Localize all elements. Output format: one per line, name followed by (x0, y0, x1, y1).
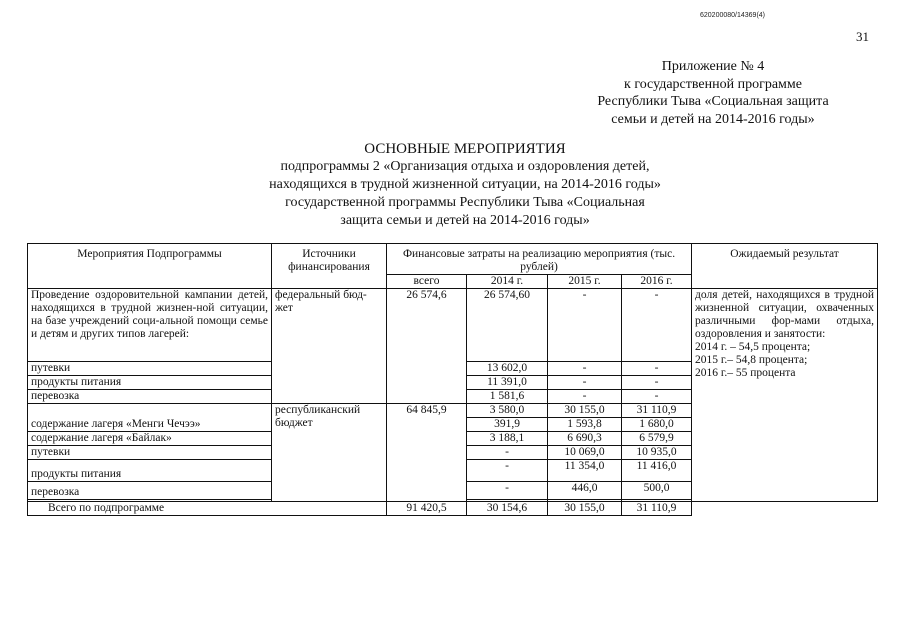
result-line: 2014 г. – 54,5 процента; (695, 341, 811, 353)
appendix-block (563, 58, 863, 128)
value-cell: - (622, 289, 692, 362)
value-cell: 11 354,0 (548, 460, 622, 482)
value-cell: 11 416,0 (622, 460, 692, 482)
header-result: Ожидаемый результат (692, 244, 878, 289)
value-cell: - (467, 460, 548, 482)
page-number: 31 (856, 29, 869, 44)
activity-cell: перевозка (28, 482, 272, 500)
result-line: 2015 г.– 54,8 процента; (695, 354, 808, 366)
value-cell: 10 935,0 (622, 446, 692, 460)
source-cell: республиканский бюджет (272, 404, 387, 502)
value-cell: 11 391,0 (467, 376, 548, 390)
heading-line: подпрограммы 2 «Организация отдыха и оздоровления детей, (280, 159, 650, 174)
value-cell: - (467, 482, 548, 500)
value-cell: 391,9 (467, 418, 548, 432)
appendix-line: семьи и детей на 2014-2016 годы» (611, 111, 815, 127)
totals-value: 30 154,6 (467, 502, 548, 516)
totals-row (28, 502, 878, 516)
header-sources: Источники финансирования (272, 244, 387, 289)
totals-label: Всего по подпрограмме (28, 502, 387, 516)
value-cell: - (548, 289, 622, 362)
value-cell: - (622, 390, 692, 404)
result-cell-empty (692, 404, 878, 502)
activity-cell: перевозка (28, 390, 272, 404)
header-total: всего (387, 275, 467, 289)
activity-cell: путевки (28, 362, 272, 376)
value-cell: - (622, 362, 692, 376)
value-cell: 6 690,3 (548, 432, 622, 446)
value-cell: 1 680,0 (622, 418, 692, 432)
value-cell: - (548, 376, 622, 390)
table-header-row (28, 244, 878, 275)
result-line: 2016 г.– 55 процента (695, 367, 796, 379)
value-cell: - (548, 362, 622, 376)
totals-value: 31 110,9 (622, 502, 692, 516)
value-cell: 500,0 (622, 482, 692, 500)
result-text: доля детей, находящихся в трудной жизненной ситуации, охваченных различными фор-мами отдыха, оздоровления и занятости: (695, 289, 875, 340)
result-cell (692, 289, 878, 404)
activity-cell: продукты питания (28, 376, 272, 390)
header-2014: 2014 г. (467, 275, 548, 289)
activity-cell: продукты питания (28, 460, 272, 482)
value-cell: 3 580,0 (467, 404, 548, 418)
activity-cell: содержание лагеря «Байлак» (28, 432, 272, 446)
header-2016: 2016 г. (622, 275, 692, 289)
heading-line: находящихся в трудной жизненной ситуации, на 2014-2016 годы» (269, 177, 661, 192)
total-cell: 64 845,9 (387, 404, 467, 502)
total-cell: 26 574,6 (387, 289, 467, 404)
document-code: 620200080/14369(4) (700, 12, 766, 19)
heading-line: государственной программы Республики Тыва «Социальная (285, 195, 645, 210)
totals-value: 91 420,5 (387, 502, 467, 516)
activity-cell (28, 404, 272, 418)
document-heading (200, 140, 730, 230)
totals-value: 30 155,0 (548, 502, 622, 516)
value-cell: - (548, 390, 622, 404)
header-activities: Мероприятия Подпрограммы (28, 244, 272, 289)
value-cell: 6 579,9 (622, 432, 692, 446)
activity-cell: Проведение оздоровительной кампании детей, находящихся в трудной жизнен-ной ситуации, на базе учреждений соци-альной помощи семье и детям и других типов лагерей: (28, 289, 272, 362)
source-cell: федеральный бюд-жет (272, 289, 387, 404)
table-row (28, 289, 878, 362)
activities-table (27, 243, 878, 516)
value-cell: 31 110,9 (622, 404, 692, 418)
appendix-line: Приложение № 4 (661, 59, 765, 74)
value-cell: 10 069,0 (548, 446, 622, 460)
value-cell: 1 581,6 (467, 390, 548, 404)
value-cell: - (622, 376, 692, 390)
appendix-line: Республики Тыва «Социальная защита (597, 94, 829, 109)
header-2015: 2015 г. (548, 275, 622, 289)
document-title: ОСНОВНЫЕ МЕРОПРИЯТИЯ (364, 141, 566, 157)
value-cell: - (467, 446, 548, 460)
value-cell: 13 602,0 (467, 362, 548, 376)
heading-line: защита семьи и детей на 2014-2016 годы» (340, 213, 590, 228)
header-costs: Финансовые затраты на реализацию мероприятия (тыс. рублей) (387, 244, 692, 275)
appendix-line: к государственной программе (624, 76, 802, 92)
totals-empty (692, 502, 878, 516)
activity-cell: содержание лагеря «Менги Чечээ» (28, 418, 272, 432)
value-cell: 3 188,1 (467, 432, 548, 446)
value-cell: 446,0 (548, 482, 622, 500)
value-cell: 1 593,8 (548, 418, 622, 432)
table-row (28, 404, 878, 418)
value-cell: 26 574,60 (467, 289, 548, 362)
value-cell: 30 155,0 (548, 404, 622, 418)
activity-cell: путевки (28, 446, 272, 460)
